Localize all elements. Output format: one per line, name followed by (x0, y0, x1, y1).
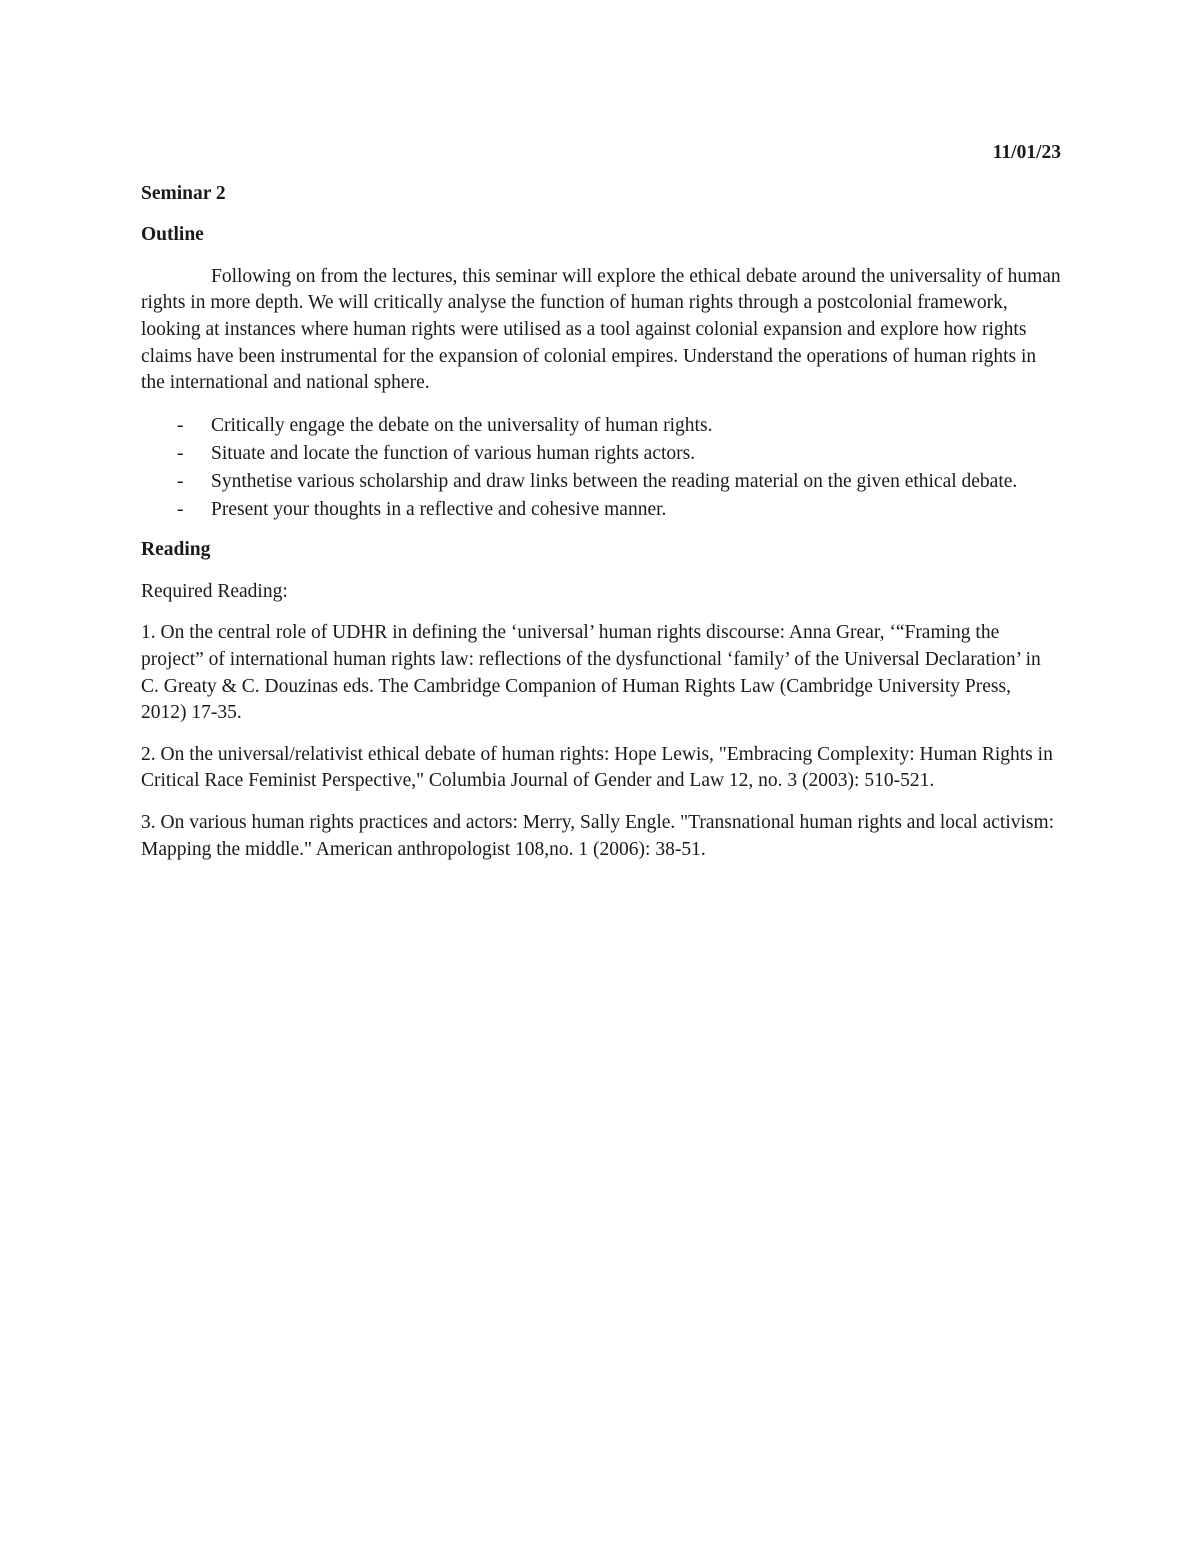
objective-text: Situate and locate the function of various human rights actors. (211, 442, 696, 464)
required-reading-label: Required Reading: (141, 580, 288, 602)
bullet-dash: - (177, 414, 184, 436)
reading-reference: 3. On various human rights practices and actors: Merry, Sally Engle. "Transnational human rights and local activism: Mapping the middle." American anthropologist 108,no. 1 (2006): 38-51. (141, 812, 1055, 860)
objective-text: Present your thoughts in a reflective and cohesive manner. (211, 498, 667, 520)
seminar-title: Seminar 2 (141, 182, 226, 204)
objective-item (141, 497, 1061, 524)
reading-reference: 2. On the universal/relativist ethical debate of human rights: Hope Lewis, "Embracing Complexity: Human Rights in Critical Race Feminist Perspective," Columbia Journal of Gender and Law 12, no. 3 (2003): 510-521. (141, 743, 1053, 792)
objective-item (141, 441, 1061, 468)
reading-heading: Reading (141, 539, 211, 561)
outline-heading: Outline (141, 224, 204, 246)
objective-item (141, 469, 1061, 496)
objectives-list (141, 413, 1061, 524)
document-body (141, 140, 1061, 878)
bullet-dash: - (177, 470, 184, 492)
document-date: 11/01/23 (992, 142, 1061, 163)
bullet-dash: - (177, 498, 184, 520)
outline-paragraph: Following on from the lectures, this seminar will explore the ethical debate around the universality of human rights in more depth. We will critically analyse the function of human rights through a postcolonial framework, looking at instances where human rights were utilised as a tool against colonial expansion and explore how rights claims have been instrumental for the expansion of colonial empires. Understand the operations of human rights in the international and national sphere. (141, 265, 1061, 394)
objective-text: Critically engage the debate on the universality of human rights. (211, 414, 713, 436)
bullet-dash: - (177, 442, 184, 464)
objective-text: Synthetise various scholarship and draw links between the reading material on the given ethical debate. (211, 470, 1018, 492)
objective-item (141, 413, 1061, 440)
reading-reference: 1. On the central role of UDHR in defining the ‘universal’ human rights discourse: Anna Grear, ‘“Framing the project” of international human rights law: reflections of the dysfunctional ‘family’ of the Universal Declaration’ in C. Greaty & C. Douzinas eds. The Cambridge Companion of Human Rights Law (Cambridge University Press, 2012) 17-35. (141, 622, 1041, 724)
